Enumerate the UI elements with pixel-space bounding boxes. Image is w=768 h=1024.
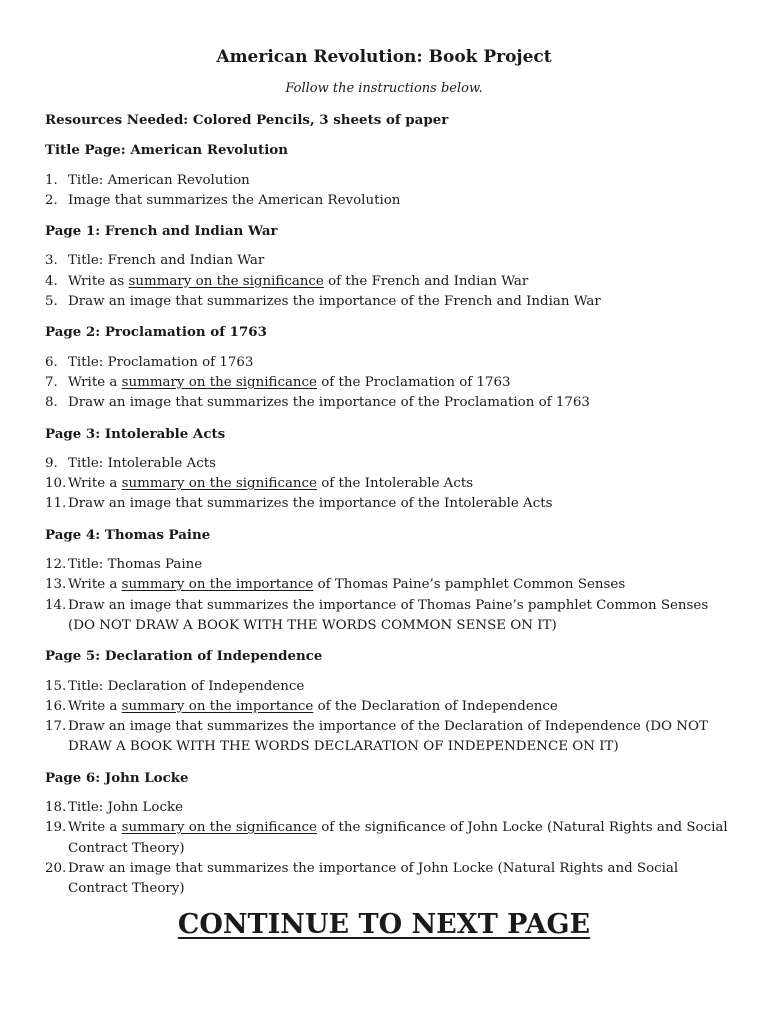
item-text (68, 555, 735, 575)
item-text-lead: Title: Intolerable Acts (68, 455, 216, 471)
section-heading: Page 1: French and Indian War (45, 223, 278, 240)
sections-container (45, 140, 735, 899)
item-text (68, 575, 735, 595)
instruction-item (45, 596, 735, 637)
section-heading: Page 2: Proclamation of 1763 (45, 324, 267, 341)
item-text (68, 677, 735, 697)
section-heading: Page 4: Thomas Paine (45, 526, 211, 543)
instruction-item (45, 353, 735, 373)
instruction-item (45, 272, 735, 292)
item-number: 11. (45, 496, 67, 512)
item-text (68, 474, 735, 494)
item-number: 15. (45, 678, 67, 694)
instruction-item (45, 555, 735, 575)
item-text (68, 373, 735, 393)
item-number: 3. (45, 253, 58, 269)
section-heading: Page 5: Declaration of Independence (45, 648, 323, 665)
item-text-lead: Draw an image that summarizes the importance of the Intolerable Acts (68, 496, 553, 512)
item-number: 16. (45, 698, 67, 714)
item-number: 20. (45, 860, 67, 876)
item-number: 4. (45, 273, 58, 289)
instruction-list (45, 555, 735, 636)
item-number: 12. (45, 557, 67, 573)
document-body (45, 110, 735, 910)
underlined-phrase: summary on the importance (121, 577, 314, 593)
item-number: 6. (45, 354, 58, 370)
item-number: 10. (45, 476, 67, 492)
section-heading: Page 6: John Locke (45, 769, 189, 786)
instruction-item (45, 251, 735, 271)
instruction-item (45, 575, 735, 595)
item-number: 17. (45, 719, 67, 735)
resources-needed: Resources Needed: Colored Pencils, 3 sheets of paper (45, 112, 449, 128)
instruction-list (45, 353, 735, 414)
item-number: 8. (45, 395, 58, 411)
item-text (68, 494, 735, 514)
item-text (68, 798, 735, 818)
item-text-lead: Draw an image that summarizes the importance of John Locke (Natural Rights and Social Contract Theory) (68, 860, 679, 897)
instruction-item (45, 454, 735, 474)
underlined-phrase: summary on the significance (121, 820, 317, 836)
underlined-phrase: summary on the significance (121, 476, 317, 492)
item-text-lead: Title: Proclamation of 1763 (68, 354, 254, 370)
item-text (68, 292, 735, 312)
instruction-item (45, 474, 735, 494)
underlined-phrase: summary on the significance (121, 374, 317, 390)
instruction-item (45, 677, 735, 697)
item-text-lead: Write a (68, 374, 122, 390)
instruction-item (45, 191, 735, 211)
item-text (68, 596, 735, 637)
page-subtitle: Follow the instructions below. (285, 81, 483, 96)
instruction-item (45, 393, 735, 413)
item-number: 14. (45, 597, 67, 613)
instruction-item (45, 494, 735, 514)
underlined-phrase: summary on the significance (128, 273, 324, 289)
item-text-lead: Write a (68, 698, 122, 714)
item-text-lead: Draw an image that summarizes the importance of the Declaration of Independence (DO NOT DRAW A BOOK WITH THE WORDS DECLARATION OF INDEPENDENCE ON IT) (68, 719, 708, 755)
item-text (68, 353, 735, 373)
instruction-item (45, 798, 735, 818)
item-number: 1. (45, 172, 58, 188)
item-number: 5. (45, 294, 58, 310)
underlined-phrase: summary on the importance (121, 698, 314, 714)
item-text-lead: Title: American Revolution (68, 172, 250, 188)
instruction-item (45, 717, 735, 758)
item-text-lead: Image that summarizes the American Revolution (68, 192, 401, 208)
item-number: 2. (45, 192, 58, 208)
instruction-list (45, 677, 735, 758)
item-text-tail: of Thomas Paine’s pamphlet Common Senses (313, 577, 626, 593)
instruction-list (45, 454, 735, 515)
item-text (68, 717, 735, 758)
item-text-lead: Draw an image that summarizes the importance of the Proclamation of 1763 (68, 395, 590, 411)
page-title: American Revolution: Book Project (216, 47, 552, 67)
item-number: 18. (45, 800, 67, 816)
item-number: 19. (45, 820, 67, 836)
item-text-lead: Write a (68, 476, 122, 492)
item-text (68, 818, 735, 859)
item-text (68, 171, 735, 191)
continue-heading: CONTINUE TO NEXT PAGE (177, 909, 591, 940)
item-text-lead: Write as (68, 273, 129, 289)
item-text-tail: of the significance of John Locke (Natural Rights and Social Contract Theory) (68, 820, 728, 856)
item-text-lead: Draw an image that summarizes the importance of the French and Indian War (68, 294, 601, 310)
item-text-lead: Write a (68, 577, 122, 593)
instruction-item (45, 292, 735, 312)
item-text-lead: Write a (68, 820, 122, 836)
section-heading: Title Page: American Revolution (45, 142, 288, 159)
instruction-item (45, 171, 735, 191)
item-text-tail: of the Proclamation of 1763 (316, 374, 511, 390)
instruction-item (45, 373, 735, 393)
item-text-lead: Title: John Locke (68, 800, 183, 816)
instruction-list (45, 798, 735, 899)
instruction-item (45, 818, 735, 859)
item-text (68, 697, 735, 717)
item-text (68, 191, 735, 211)
instruction-item (45, 859, 735, 900)
item-text-tail: of the French and Indian War (323, 273, 529, 289)
section-heading: Page 3: Intolerable Acts (45, 425, 226, 442)
item-text-tail: of the Declaration of Independence (313, 698, 558, 714)
item-text-lead: Draw an image that summarizes the importance of Thomas Paine’s pamphlet Common Senses (DO NOT DRAW A BOOK WITH THE WORDS COMMON SENSE ON IT) (68, 597, 709, 633)
item-text (68, 251, 735, 271)
instruction-list (45, 171, 735, 212)
item-text-lead: Title: French and Indian War (68, 253, 265, 269)
item-text-tail: of the Intolerable Acts (316, 476, 474, 492)
item-number: 7. (45, 374, 58, 390)
item-number: 13. (45, 577, 67, 593)
instruction-list (45, 251, 735, 312)
item-text-lead: Title: Declaration of Independence (68, 678, 305, 694)
item-text-lead: Title: Thomas Paine (68, 557, 203, 573)
item-number: 9. (45, 455, 58, 471)
item-text (68, 393, 735, 413)
item-text (68, 272, 735, 292)
item-text (68, 859, 735, 900)
item-text (68, 454, 735, 474)
instruction-item (45, 697, 735, 717)
